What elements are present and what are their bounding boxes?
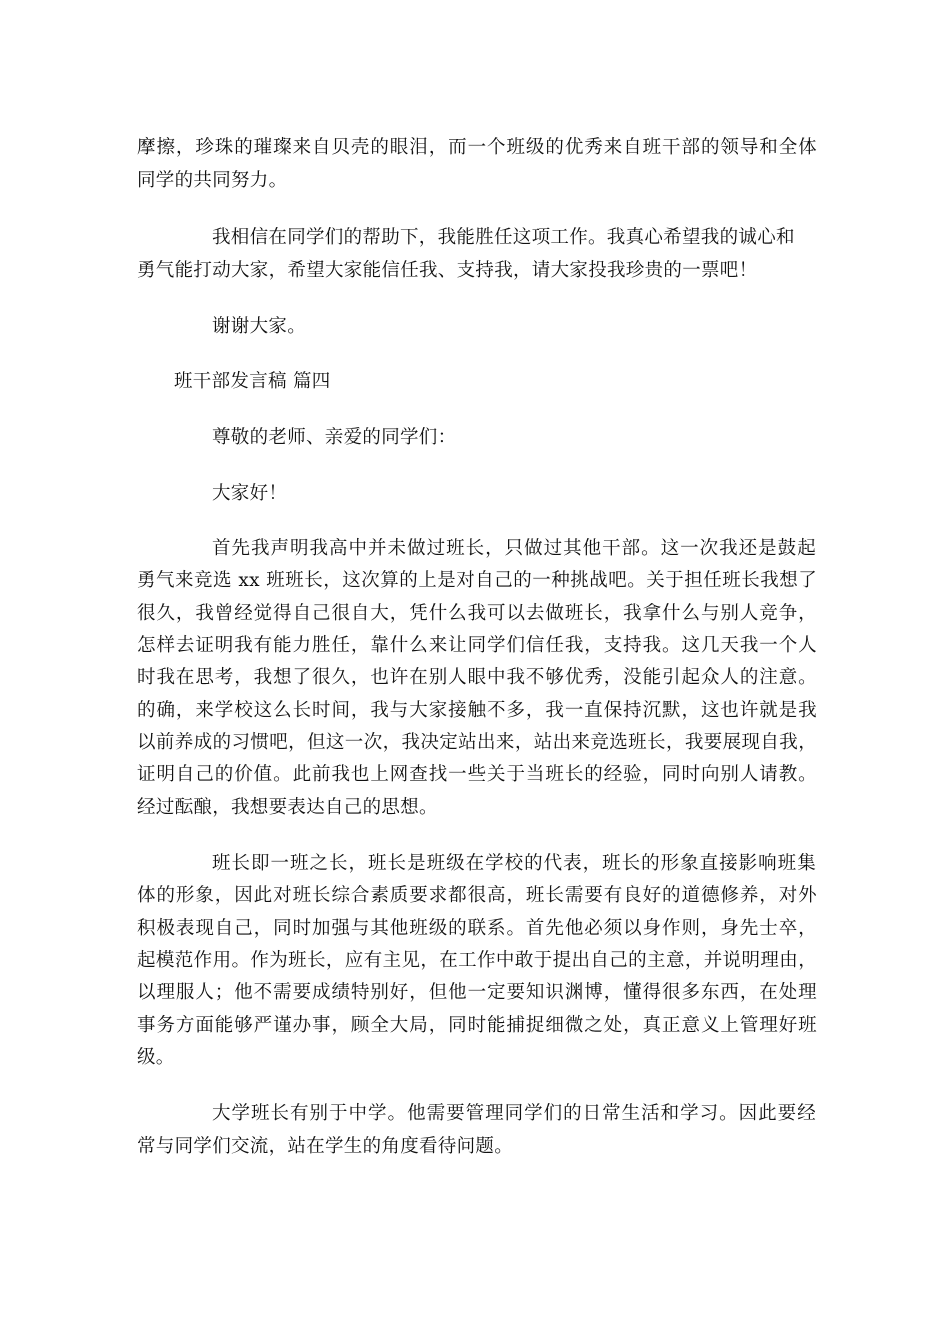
text-line: 以前养成的习惯吧，但这一次，我决定站出来，站出来竞选班长，我要展现自我， xyxy=(137,732,817,753)
text-line: 体的形象，因此对班长综合素质要求都很高，班长需要有良好的道德修养，对外 xyxy=(137,885,817,906)
text-line: 大学班长有别于中学。他需要管理同学们的日常生活和学习。因此要经 xyxy=(212,1103,816,1124)
text-line: 时我在思考，我想了很久，也许在别人眼中我不够优秀，没能引起众人的注意。 xyxy=(137,667,817,688)
text-line: 级。 xyxy=(137,1047,175,1068)
text-line: 以理服人；他不需要成绩特别好，但他一定要知识渊博，懂得很多东西，在处理 xyxy=(137,982,817,1003)
text-line: 起模范作用。作为班长，应有主见，在工作中敢于提出自己的主意，并说明理由， xyxy=(137,950,817,971)
text-line: 同学的共同努力。 xyxy=(137,170,288,191)
text-line: 首先我声明我高中并未做过班长，只做过其他干部。这一次我还是鼓起 xyxy=(212,538,816,559)
text-line: 事务方面能够严谨办事，顾全大局，同时能捕捉细微之处，真正意义上管理好班 xyxy=(137,1015,817,1036)
text-line: 积极表现自己，同时加强与其他班级的联系。首先他必须以身作则，身先士卒， xyxy=(137,918,817,939)
section-heading: 班干部发言稿 篇四 xyxy=(174,371,331,392)
text-line: 谢谢大家。 xyxy=(212,316,307,337)
text-line: 勇气能打动大家，希望大家能信任我、支持我，请大家投我珍贵的一票吧！ xyxy=(137,260,758,281)
text-line: 的确，来学校这么长时间，我与大家接触不多，我一直保持沉默，这也许就是我 xyxy=(137,700,817,721)
text-line: 怎样去证明我有能力胜任，靠什么来让同学们信任我，支持我。这几天我一个人 xyxy=(137,635,817,656)
text-line: 经过酝酿，我想要表达自己的思想。 xyxy=(137,797,438,818)
text-line: 我相信在同学们的帮助下，我能胜任这项工作。我真心希望我的诚心和 xyxy=(212,227,795,248)
greeting: 大家好！ xyxy=(212,483,288,504)
text-line: 很久，我曾经觉得自己很自大，凭什么我可以去做班长，我拿什么与别人竞争， xyxy=(137,603,817,624)
text-line: 常与同学们交流，站在学生的角度看待问题。 xyxy=(137,1136,514,1157)
salutation: 尊敬的老师、亲爱的同学们： xyxy=(212,427,457,448)
text-line: 勇气来竞选 xx 班班长，这次算的上是对自己的一种挑战吧。关于担任班长我想了 xyxy=(137,570,817,591)
text-line: 班长即一班之长，班长是班级在学校的代表，班长的形象直接影响班集 xyxy=(212,853,816,874)
text-line: 证明自己的价值。此前我也上网查找一些关于当班长的经验，同时向别人请教。 xyxy=(137,764,817,785)
text-line: 摩擦，珍珠的璀璨来自贝壳的眼泪，而一个班级的优秀来自班干部的领导和全体 xyxy=(137,137,817,158)
